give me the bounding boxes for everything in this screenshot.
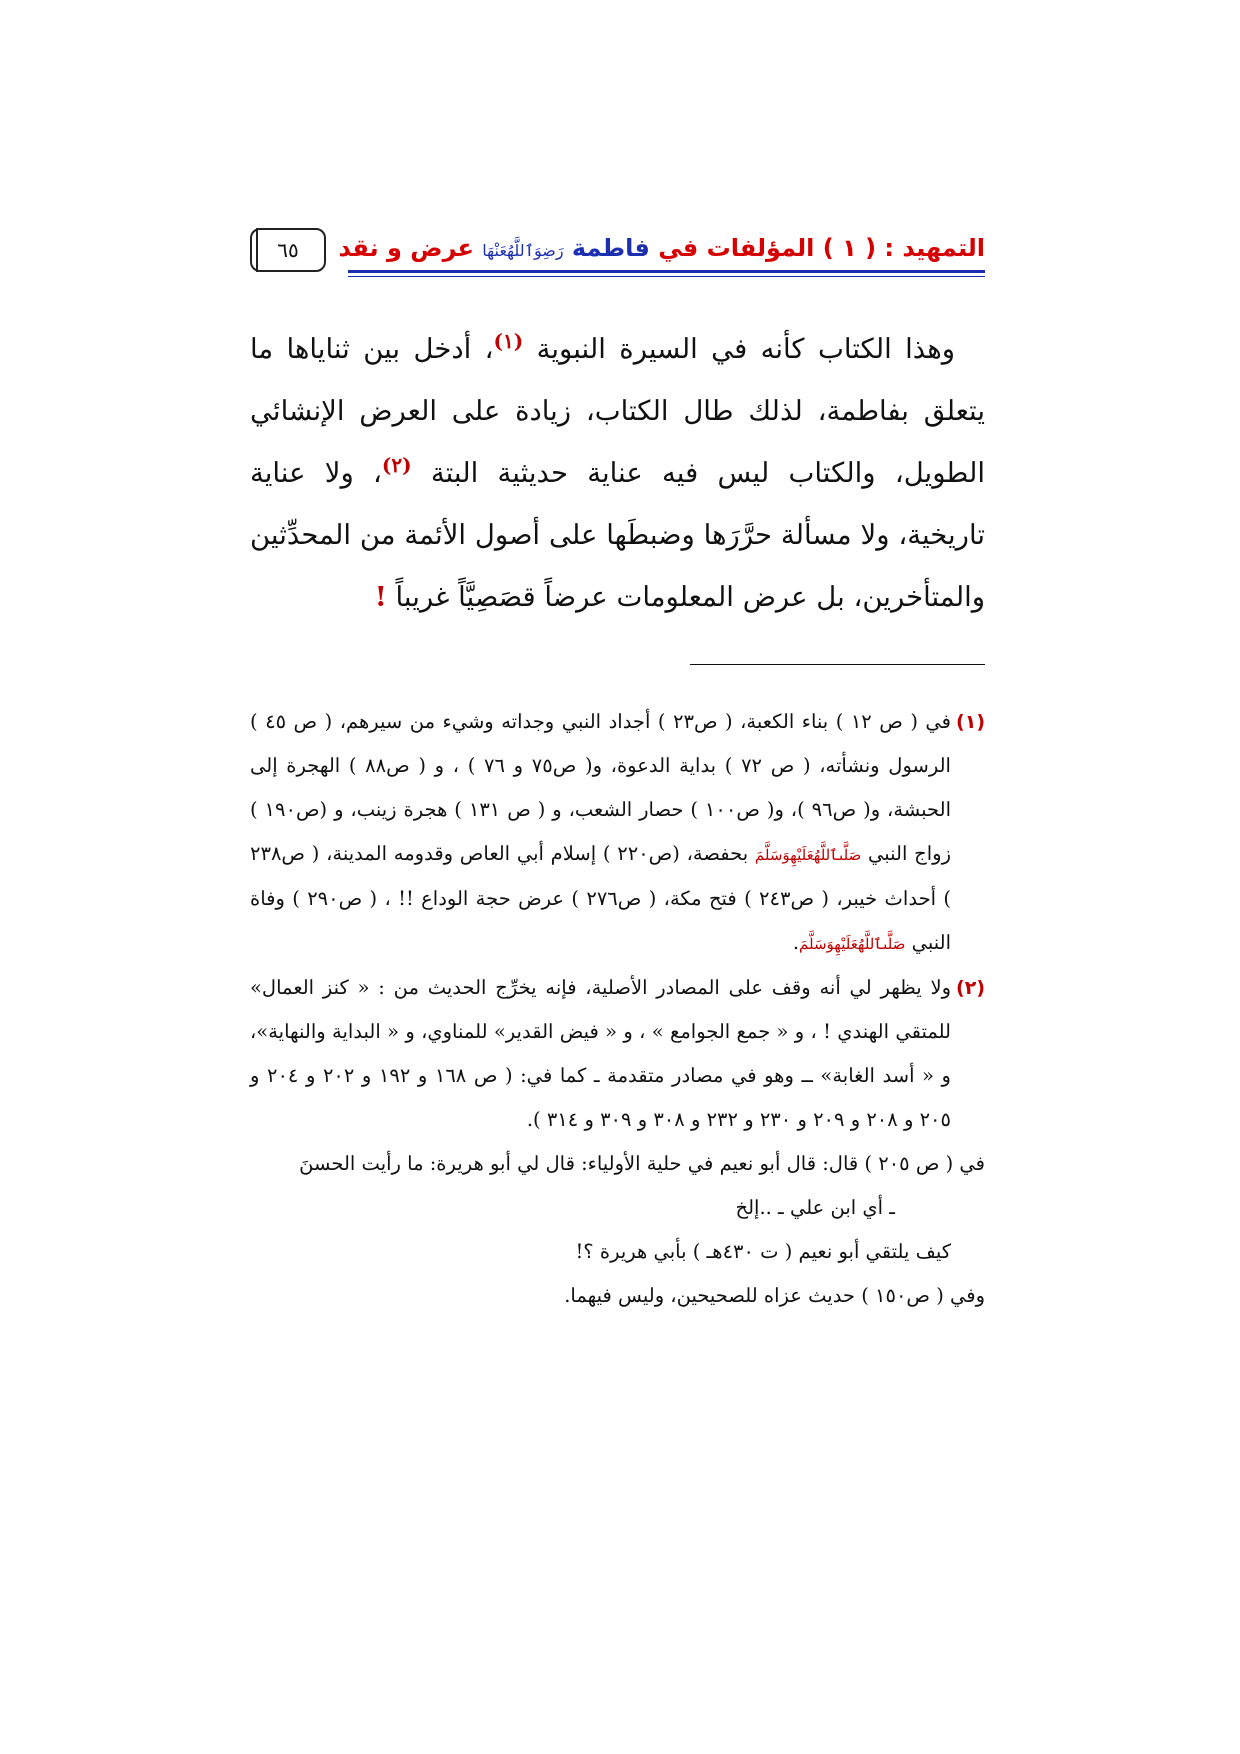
paragraph-text-b: ، أدخل بين ثناياها ما يتعلق بفاطمة، لذلك طال الكتاب، زيادة على العرض الإنشائي الطويل، والكتاب ليس فيه عناية حديثية البتة (250, 333, 985, 489)
footnote-1-end: . (792, 931, 800, 954)
paragraph-text-a: وهذا الكتاب كأنه في السيرة النبوية (536, 333, 955, 365)
footnote-ref-1[interactable]: (١) (493, 328, 524, 353)
footnote-ref-2[interactable]: (٢) (381, 452, 412, 477)
page-number: ٦٥ (277, 238, 299, 262)
footnote-1 (250, 700, 985, 966)
salawat-glyph-2: صَلَّىٱللَّهُعَلَيْهِوَسَلَّمَ (799, 935, 906, 953)
exclamation-mark: ! (374, 581, 387, 613)
header-rule-thick (348, 270, 985, 273)
footnote-2-number: (٢) (956, 977, 985, 999)
footnote-1-text-a: في ( ص ١٢ ) بناء الكعبة، ( ص٢٣ ) أجداد النبي وجداته وشيء من سيرهم، ( ص ٤٥ ) الرسول ونشأته، ( ص ٧٢ ) بداية الدعوة، و( ص٧٥ و ٧٦ ) ، و ( ص٨٨ ) الهجرة إلى الحبشة، و( ص٩٦ )، و( ص١٠٠ ) حصار الشعب، و ( ص ١٣١ ) هجرة زينب، و (ص١٩٠ ) زواج النبي (250, 710, 952, 865)
title-part-2: فاطمة (571, 234, 650, 262)
salawat-glyph: صَلَّىٱللَّهُعَلَيْهِوَسَلَّمَ (754, 846, 862, 864)
paragraph-text-c: ، ولا عناية تاريخية، ولا مسألة حرَّرَها وضبطَها على أصول الأئمة من المحدِّثين والمتأخرين، بل عرض المعلومات عرضاً قصَصِيَّاً غريباً (250, 457, 985, 613)
page-number-box (250, 228, 326, 272)
footnotes-section (250, 700, 985, 1318)
footnote-2-line-2: ـ أي ابن علي ـ ..إلخ (735, 1196, 895, 1219)
title-honorific: رَضِوَٱللَّهُعَنْهَا (482, 241, 564, 260)
footnote-2-line-4: وفي ( ص١٥٠ ) حديث عزاه للصحيحين، وليس فيهما. (564, 1284, 985, 1307)
main-paragraph (250, 318, 985, 628)
footnote-1-number: (١) (956, 711, 985, 733)
page-header (250, 226, 985, 284)
running-title (339, 234, 986, 262)
footnote-1-text-b: بحفصة، (ص٢٢٠ ) إسلام أبي العاص وقدومه المدينة، ( ص٢٣٨ ) أحداث خيبر، ( ص٢٤٣ ) فتح مكة، ( ص٢٧٦ ) عرض حجة الوداع !! ، ( ص٢٩٠ ) وفاة النبي (250, 842, 951, 954)
footnote-2 (250, 966, 985, 1142)
footnote-2-line-3: كيف يلتقي أبو نعيم ( ت ٤٣٠هـ ) بأبي هريرة ؟! (575, 1240, 951, 1263)
title-part-1: التمهيد : ( ١ ) المؤلفات في (658, 234, 985, 262)
footnote-separator (690, 664, 985, 665)
footnote-2-line-1: في ( ص ٢٠٥ ) قال: قال أبو نعيم في حلية الأولياء: قال لي أبو هريرة: ما رأيت الحسنَ (299, 1152, 985, 1175)
title-part-3: عرض و نقد (338, 234, 474, 262)
footnote-2-text: ولا يظهر لي أنه وقف على المصادر الأصلية، فإنه يخرِّج الحديث من : « كنز العمال» للمتقي الهندي ! ، و « جمع الجوامع » ، و « فيض القدير» للمناوي، و « البداية والنهاية»، و « أسد الغابة» ــ وهو في مصادر متقدمة ـ كما في: ( ص ١٦٨ و ١٩٢ و ٢٠٢ و ٢٠٤ و ٢٠٥ و ٢٠٨ و ٢٠٩ و ٢٣٠ و ٢٣٢ و ٣٠٨ و ٣٠٩ و ٣١٤ ). (250, 976, 951, 1131)
header-rule-thin (348, 276, 985, 277)
